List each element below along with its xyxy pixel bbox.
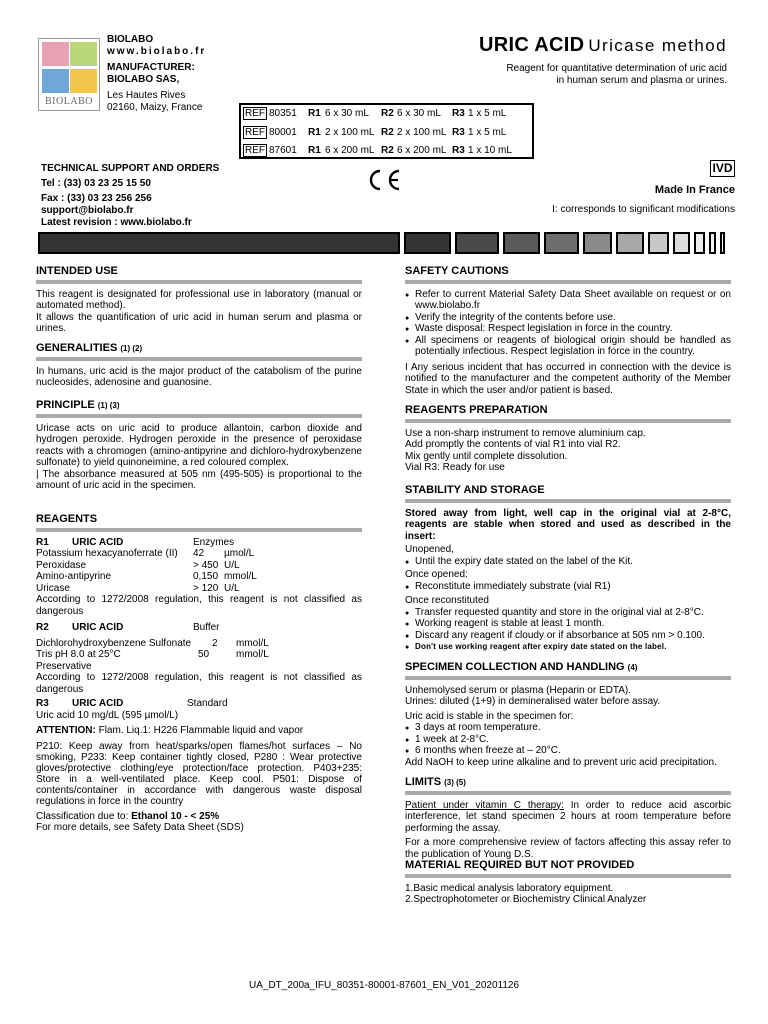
section-heading: REAGENTS — [36, 514, 362, 532]
item-unit: U/L — [224, 582, 240, 594]
specimen-line: Uric acid is stable in the specimen for: — [405, 710, 574, 722]
support-block — [41, 163, 219, 232]
p-statements: P210: Keep away from heat/sparks/open flames/hot surfaces – No smoking, P233: Keep container tightly closed, P280 : Wear protective gloves/protective clothing/eye protection/face protection. P403+235: Store in a well-ventilated place. Keep cool. P501: Dispose of contents/container in accordance with dangerous waste disposal regulations in force in the country — [36, 740, 362, 807]
incident-notice: I Any serious incident that has occurred in connection with the device is notified to the manufacturer and the competent authority of the Member State in which the user and/or patient is based. — [405, 361, 731, 396]
r2-item — [36, 661, 362, 673]
support-email[interactable]: support@biolabo.fr — [41, 205, 134, 216]
brand-block — [107, 34, 206, 114]
reconstituted-label: Once reconstituted — [405, 595, 489, 606]
attention-label: ATTENTION: — [36, 725, 96, 736]
recon-item: ● Discard any reagent if cloudy or if absorbance at 505 nm > 0.100. — [405, 630, 731, 642]
intended-text-2: It allows the quantification of uric acid in human serum and plasma or urines. — [36, 311, 362, 334]
ref-r2-value: 2 x 100 mL — [397, 127, 447, 138]
section-specimen — [405, 662, 731, 768]
section-intended-use — [36, 266, 362, 335]
heading-ref: (1) (3) — [97, 401, 120, 410]
r1-label: R1 — [36, 536, 49, 548]
attention-text: Flam. Liq.1: H226 Flammable liquid and vapor — [98, 725, 304, 736]
safety-item: ● All specimens or reagents of biological origin should be handled as potentially infectious. Respect legislation in force in the country. — [405, 335, 731, 358]
r1-item — [36, 548, 362, 560]
logo-tile-blue — [42, 69, 69, 93]
limits-body: In order to reduce acid ascorbic interference, let stand specimen 2 hours at room temperature before performing the assay. — [405, 799, 731, 834]
prep-line: Add promptly the contents of vial R1 into vial R2. — [405, 439, 621, 450]
item-unit: mmol/L — [236, 637, 269, 649]
item-name: Uricase — [36, 582, 70, 594]
material-line: 1.Basic medical analysis laboratory equipment. — [405, 882, 614, 894]
heading-text: SPECIMEN COLLECTION AND HANDLING — [405, 661, 625, 673]
bar-block — [648, 232, 669, 254]
bar-block — [720, 232, 725, 254]
support-fax: Fax : (33) 03 23 256 256 — [41, 193, 152, 204]
item-unit: mmol/L — [236, 649, 269, 660]
r3-line: Uric acid 10 mg/dL (595 µmol/L) — [36, 709, 179, 721]
sds-note: For more details, see Safety Data Sheet (SDS) — [36, 822, 244, 833]
specimen-item: ● 1 week at 2-8°C. — [405, 734, 731, 746]
ref-r2-label: R2 — [381, 145, 394, 156]
section-stability-storage — [405, 485, 731, 653]
r2-header — [36, 622, 362, 634]
logo-tile-green — [70, 42, 97, 66]
r2-name: URIC ACID — [72, 622, 124, 633]
attention-line — [36, 725, 362, 737]
specimen-line: Add NaOH to keep urine alkaline and to prevent uric acid precipitation. — [405, 756, 717, 768]
heading-ref: (4) — [627, 663, 638, 672]
ref-code: 87601 — [269, 145, 297, 156]
r1-note: According to 1272/2008 regulation, this reagent is not classified as dangerous — [36, 594, 362, 617]
document-subtitle — [506, 63, 727, 87]
ivd-badge: IVD — [710, 160, 735, 177]
ref-r1-value: 6 x 30 mL — [325, 108, 369, 119]
safety-item: ● Verify the integrity of the contents before use. — [405, 312, 731, 324]
section-heading: SAFETY CAUTIONS — [405, 266, 731, 284]
prep-line: Use a non-sharp instrument to remove aluminium cap. — [405, 427, 646, 439]
item-name: Amino-antipyrine — [36, 571, 112, 582]
safety-item: ● Refer to current Material Safety Data Sheet available on request or on www.biolabo.fr — [405, 289, 731, 312]
ref-r2-label: R2 — [381, 127, 394, 138]
ref-code: 80351 — [269, 108, 297, 119]
section-heading — [36, 343, 362, 361]
safety-item: ● Waste disposal: Respect legislation in force in the country. — [405, 323, 731, 335]
section-reagents-preparation — [405, 405, 731, 474]
bar-block — [404, 232, 451, 254]
section-principle — [36, 400, 362, 492]
subtitle-line-1: Reagent for quantitative determination of uric acid — [506, 63, 727, 74]
support-tel: Tel : (33) 03 23 25 15 50 — [41, 178, 151, 189]
specimen-line: Unhemolysed serum or plasma (Heparin or EDTA). — [405, 684, 632, 696]
r3-name: URIC ACID — [72, 698, 124, 709]
item-name: Peroxidase — [36, 559, 87, 571]
intended-text-1: This reagent is designated for professional use in laboratory (manual or automated method). — [36, 288, 362, 311]
unopened-label: Unopened, — [405, 544, 454, 555]
ref-row — [243, 124, 506, 141]
ref-r1-label: R1 — [308, 127, 321, 138]
logo-tile-pink — [42, 42, 69, 66]
manufacturer-name: BIOLABO SAS, — [107, 74, 180, 85]
title-method: Uricase method — [588, 36, 727, 55]
ref-tag: REF — [245, 108, 265, 119]
unopened-item: ● Until the expiry date stated on the label of the Kit. — [405, 556, 731, 568]
ref-r2-value: 6 x 30 mL — [397, 108, 441, 119]
ref-table — [239, 103, 534, 159]
heading-text: PRINCIPLE — [36, 399, 95, 411]
classification-label: Classification due to: — [36, 810, 129, 822]
r3-type: Standard — [187, 698, 228, 709]
ce-mark-icon — [366, 168, 402, 192]
limits-text-1 — [405, 800, 731, 835]
section-heading: REAGENTS PREPARATION — [405, 405, 731, 423]
material-line: 2.Spectrophotometer or Biochemistry Clinical Analyzer — [405, 894, 647, 905]
ref-r3-label: R3 — [452, 127, 465, 138]
ref-tag: REF — [245, 127, 265, 138]
ref-row — [243, 105, 506, 122]
recon-item: ● Transfer requested quantity and store in the original vial at 2-8°C. — [405, 607, 731, 619]
item-value: > 120 — [193, 582, 219, 594]
item-name: Potassium hexacyanoferrate (II) — [36, 548, 178, 559]
item-unit: U/L — [224, 559, 240, 571]
item-name: Tris pH 8.0 at 25°C — [36, 649, 121, 660]
prep-line: Mix gently until complete dissolution. — [405, 450, 568, 462]
principle-text-1: Uricase acts on uric acid to produce allantoin, carbon dioxide and hydrogen peroxide. Hydrogen peroxide in the presence of peroxidase reacts with a chromogen (amino-antipyrine and dichloro-hydroxybenzene sulfonate) to yield quinoneimine, a red coloured complex. — [36, 422, 362, 468]
heading-ref: (1) (2) — [120, 344, 143, 353]
section-heading: STABILITY AND STORAGE — [405, 485, 731, 503]
heading-text: GENERALITIES — [36, 342, 118, 354]
limits-underlined: Patient under vitamin C therapy: — [405, 799, 564, 811]
heading-ref: (3) (5) — [444, 778, 466, 787]
bar-block — [583, 232, 612, 254]
limits-text-2: For a more comprehensive review of factors affecting this assay refer to the publication of Young D.S. — [405, 837, 731, 860]
r1-type: Enzymes — [193, 536, 235, 548]
r3-header — [36, 698, 362, 710]
ref-r2-value: 6 x 200 mL — [397, 145, 447, 156]
address-line-1: Les Hautes Rives — [107, 90, 186, 101]
r1-name: URIC ACID — [72, 536, 124, 548]
r1-item — [36, 583, 362, 595]
item-value: 0,150 — [193, 571, 219, 582]
brand-name: BIOLABO — [107, 34, 154, 45]
recon-item: ● Working reagent is stable at least 1 month. — [405, 618, 731, 630]
r1-header — [36, 537, 362, 549]
r3-label: R3 — [36, 698, 49, 709]
r2-note: According to 1272/2008 regulation, this reagent is not classified as dangerous — [36, 672, 362, 695]
document-footer: UA_DT_200a_IFU_80351-80001-87601_EN_V01_20201126 — [248, 980, 520, 991]
stability-statement: Stored away from light, well cap in the original vial at 2-8°C, reagents are stable when stored and used as described in the insert: — [405, 507, 731, 542]
specimen-line: Urines: diluted (1+9) in demineralised water before assay. — [405, 696, 661, 707]
r2-item — [36, 649, 362, 661]
bar-block — [673, 232, 690, 254]
manufacturer-label: MANUFACTURER: — [107, 62, 195, 73]
support-title: TECHNICAL SUPPORT AND ORDERS — [41, 163, 220, 174]
section-heading: MATERIAL REQUIRED BUT NOT PROVIDED — [405, 860, 731, 878]
generalities-text: In humans, uric acid is the major product of the catabolism of the purine nucleosides, adenosine and guanosine. — [36, 365, 362, 388]
bar-block — [544, 232, 579, 254]
principle-text-2: | The absorbance measured at 505 nm (495-505) is proportional to the amount of uric acid in the specimen. — [36, 468, 362, 491]
bar-block — [455, 232, 499, 254]
bar-block — [694, 232, 705, 254]
section-heading — [405, 662, 731, 680]
specimen-item: ● 3 days at room temperature. — [405, 722, 731, 734]
ref-r1-label: R1 — [308, 145, 321, 156]
address-line-2: 02160, Maizy, France — [107, 102, 203, 113]
classification-line — [36, 811, 362, 823]
r2-label: R2 — [36, 622, 49, 633]
heading-text: LIMITS — [405, 776, 442, 788]
section-safety-cautions — [405, 266, 731, 396]
section-material — [405, 860, 731, 906]
r2-item — [36, 638, 362, 650]
classification-value: Ethanol 10 - < 25% — [131, 810, 220, 822]
item-value: > 450 — [193, 559, 219, 571]
opened-item: ● Reconstitute immediately substrate (vial R1) — [405, 581, 731, 593]
bar-block — [709, 232, 716, 254]
ref-r3-value: 1 x 5 mL — [468, 108, 507, 119]
item-unit: µmol/L — [224, 548, 255, 559]
item-name: Preservative — [36, 660, 92, 672]
brand-website[interactable]: www.biolabo.fr — [107, 46, 207, 57]
item-value: 42 — [193, 548, 205, 559]
section-limits — [405, 777, 731, 860]
r1-item — [36, 571, 362, 583]
bar-block — [503, 232, 540, 254]
section-heading — [36, 400, 362, 418]
ref-row — [243, 142, 512, 159]
prep-line: Vial R3: Ready for use — [405, 462, 505, 473]
opened-label: Once opened: — [405, 569, 468, 580]
ref-tag: REF — [245, 145, 265, 156]
subtitle-line-2: in human serum and plasma or urines. — [556, 75, 727, 86]
ref-r2-label: R2 — [381, 108, 394, 119]
modification-note: I: corresponds to significant modifications — [552, 204, 735, 215]
item-value: 2 — [212, 637, 218, 649]
item-value: 50 — [198, 649, 210, 660]
support-revision: Latest revision : www.biolabo.fr — [41, 217, 192, 228]
recon-item: ● Don't use working reagent after expiry date stated on the label. — [405, 641, 731, 653]
specimen-item: ● 6 months when freeze at – 20°C. — [405, 745, 731, 757]
ref-r3-value: 1 x 5 mL — [468, 127, 507, 138]
section-reagents — [36, 514, 362, 834]
bar-block — [616, 232, 644, 254]
ref-r3-label: R3 — [452, 145, 465, 156]
bar-block — [38, 232, 400, 254]
item-name: Dichlorohydroxybenzene Sulfonate — [36, 637, 192, 649]
title-main: URIC ACID — [479, 34, 585, 56]
section-heading: INTENDED USE — [36, 266, 362, 284]
ref-r1-value: 6 x 200 mL — [325, 145, 375, 156]
ref-code: 80001 — [269, 127, 297, 138]
section-generalities — [36, 343, 362, 389]
ref-r1-label: R1 — [308, 108, 321, 119]
logo-text: BIOLABO — [45, 96, 93, 107]
r2-type: Buffer — [193, 622, 220, 633]
ref-r1-value: 2 x 100 mL — [325, 127, 375, 138]
logo-tile-yellow — [70, 69, 97, 93]
item-unit: mmol/L — [224, 571, 257, 582]
biolabo-logo — [38, 38, 100, 111]
ref-r3-value: 1 x 10 mL — [468, 145, 512, 156]
made-in-france: Made In France — [654, 184, 735, 196]
section-heading — [405, 777, 731, 795]
document-title — [479, 34, 727, 57]
ref-r3-label: R3 — [452, 108, 465, 119]
r1-item — [36, 560, 362, 572]
